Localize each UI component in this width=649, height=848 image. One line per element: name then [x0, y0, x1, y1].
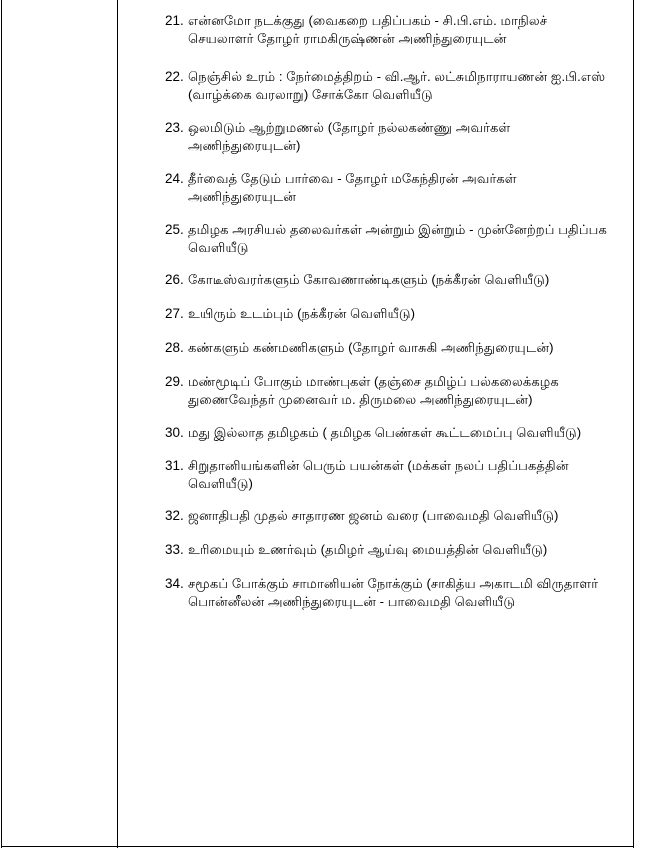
- entry-number: 25.: [165, 222, 184, 237]
- entry-number: 34.: [165, 576, 184, 591]
- entry-line: நெஞ்சில் உரம் : நேர்மைத்திறம் - வி.ஆர். லட்சுமிநாராயணன் ஐ.பி.எஸ்: [188, 69, 606, 84]
- entry-number: 28.: [165, 340, 184, 355]
- entry-text: [188, 424, 624, 442]
- entry-line: மண்மூடிப் போகும் மாண்புகள் (தஞ்சை தமிழ்ப் பல்கலைக்கழக: [188, 374, 559, 389]
- entry-text: [188, 221, 624, 257]
- entry-number: 21.: [165, 13, 184, 28]
- entry-line: வெளியீடு: [188, 240, 249, 255]
- entry-line: அணிந்துரையுடன்: [188, 189, 297, 204]
- entry-line: சமூகப் போக்கும் சாமானியன் நோக்கும் (சாகித்ய அகாடமி விருதாளர்: [188, 576, 599, 591]
- entry-line: அணிந்துரையுடன்): [188, 138, 301, 153]
- entry-number: 22.: [165, 69, 184, 84]
- entry-number: 27.: [165, 306, 184, 321]
- entry-number: 31.: [165, 458, 184, 473]
- entry-line: (வாழ்க்கை வரலாறு) சோக்கோ வெளியீடு: [188, 87, 433, 102]
- entry-line: கோடீஸ்வரர்களும் கோவணாண்டிகளும் (நக்கீரன் வெளியீடு): [188, 272, 550, 287]
- entry-text: [188, 12, 624, 48]
- table-column-divider: [117, 0, 118, 848]
- entry-text: [188, 507, 624, 525]
- entry-number: 29.: [165, 374, 184, 389]
- entry-number: 32.: [165, 508, 184, 523]
- entry-line: உரிமையும் உணர்வும் (தமிழர் ஆய்வு மையத்தின் வெளியீடு): [188, 542, 548, 557]
- entry-line: வெளியீடு): [188, 476, 253, 491]
- entry-number: 24.: [165, 171, 184, 186]
- entry-line: தமிழக அரசியல் தலைவர்கள் அன்றும் இன்றும் - முன்னேற்றப் பதிப்பக: [188, 222, 607, 237]
- entry-number: 30.: [165, 425, 184, 440]
- entry-text: [188, 575, 624, 611]
- entry-line: உயிரும் உடம்பும் (நக்கீரன் வெளியீடு): [188, 306, 416, 321]
- table-right-border: [633, 0, 634, 848]
- entry-text: [188, 170, 624, 206]
- entry-text: [188, 373, 624, 409]
- entry-text: [188, 339, 624, 357]
- entry-text: [188, 541, 624, 559]
- entry-line: செயலாளர் தோழர் ராமகிருஷ்ணன் அணிந்துரையுடன்: [188, 31, 507, 46]
- entry-line: கண்களும் கண்மணிகளும் (தோழர் வாசுகி அணிந்துரையுடன்): [188, 340, 554, 355]
- entry-text: [188, 457, 624, 493]
- table-bottom-border: [1, 846, 633, 847]
- entry-number: 23.: [165, 120, 184, 135]
- entry-line: ஜனாதிபதி முதல் சாதாரண ஜனம் வரை (பாவைமதி வெளியீடு): [188, 508, 559, 523]
- entry-number: 26.: [165, 272, 184, 287]
- entry-text: [188, 305, 624, 323]
- entry-text: [188, 119, 624, 155]
- entry-line: ஒலமிடும் ஆற்றுமணல் (தோழர் நல்லகண்ணு அவர்கள்: [188, 120, 511, 135]
- entry-line: மது இல்லாத தமிழகம் ( தமிழக பெண்கள் கூட்டமைப்பு வெளியீடு): [188, 425, 582, 440]
- entry-text: [188, 271, 624, 289]
- entry-line: என்னமோ நடக்குது (வைகறை பதிப்பகம் - சி.பி.எம். மாநிலச்: [188, 13, 548, 28]
- entry-line: பொன்னீலன் அணிந்துரையுடன் - பாவைமதி வெளியீடு: [188, 594, 516, 609]
- entry-line: சிறுதானியங்களின் பெரும் பயன்கள் (மக்கள் நலப் பதிப்பகத்தின்: [188, 458, 569, 473]
- entry-number: 33.: [165, 542, 184, 557]
- entry-text: [188, 68, 624, 104]
- entry-line: தீர்வைத் தேடும் பார்வை - தோழர் மகேந்திரன் அவர்கள்: [188, 171, 517, 186]
- table-left-border: [1, 0, 2, 848]
- entry-line: துணைவேந்தர் முனைவர் ம. திருமலை அணிந்துரையுடன்): [188, 392, 533, 407]
